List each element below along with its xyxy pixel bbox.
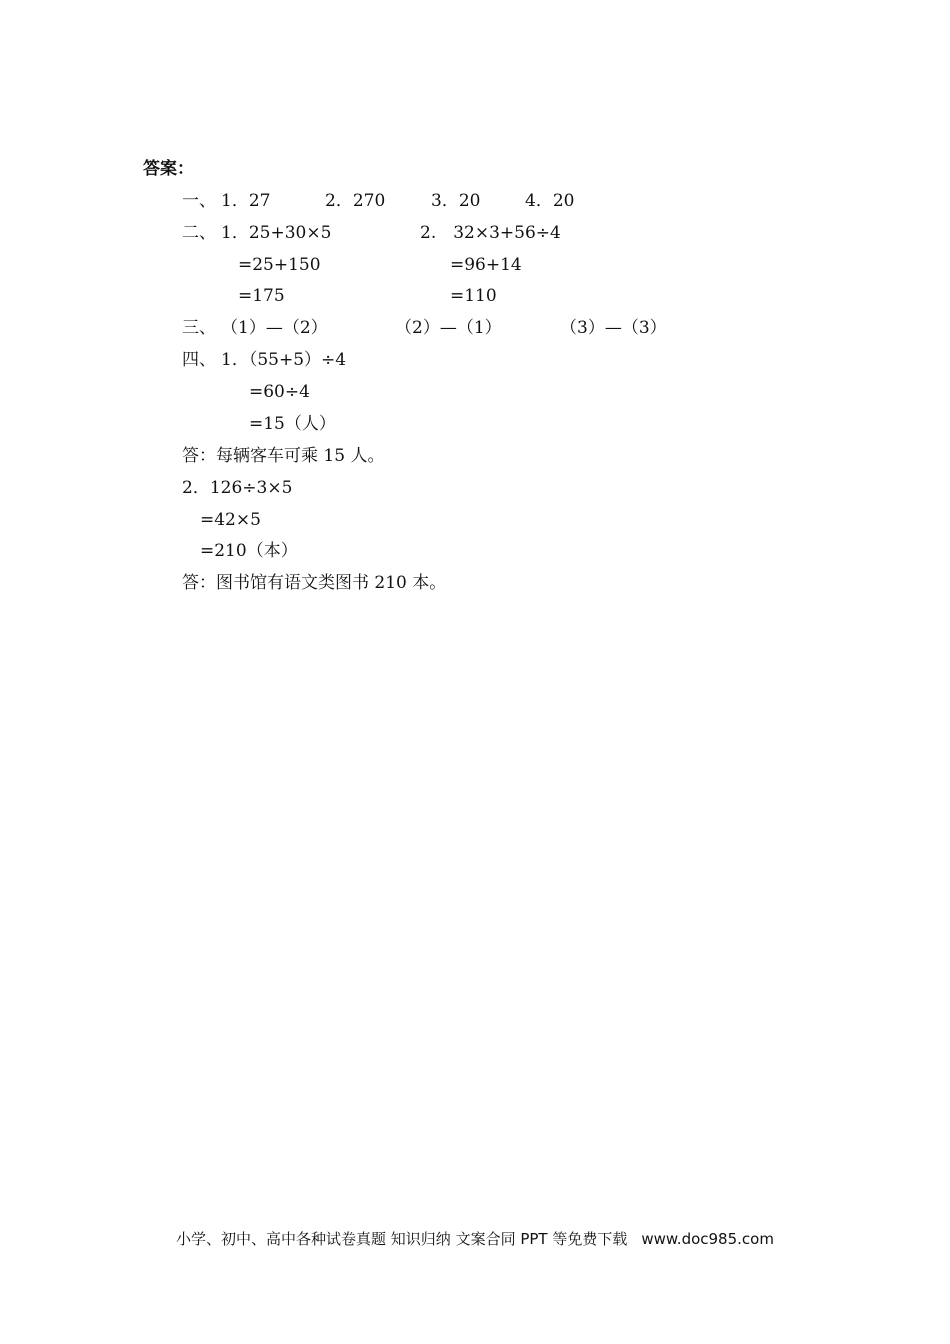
section2-q2-step2: =110 (450, 286, 497, 306)
section2-q2-step1: =96+14 (450, 255, 522, 275)
section3-label: 三、 (182, 318, 216, 338)
footer-url-link[interactable]: www.doc985.com (641, 1230, 774, 1248)
section4-q2-step1: =42×5 (200, 510, 261, 530)
answer-title: 答案： (143, 159, 194, 179)
section4-q1-step2: =15（人） (249, 414, 336, 434)
section2-q2-expr: 2. 32×3+56÷4 (420, 223, 561, 243)
section4-q1-expr: 1．（55+5）÷4 (221, 350, 347, 370)
section2-q1-step2: =175 (238, 286, 285, 306)
section3-item-2: （2）—（1） (395, 318, 502, 338)
section2-q1-expr: 1．25+30×5 (221, 223, 332, 243)
section1-item-2: 2．270 (325, 191, 386, 211)
section1-item-1: 1．27 (221, 191, 271, 211)
page-footer (0, 1228, 950, 1249)
section4-q1-answer: 答：每辆客车可乘 15 人。 (182, 446, 385, 466)
section1-item-4: 4．20 (525, 191, 575, 211)
section3-item-1: （1）—（2） (221, 318, 328, 338)
section4-q2-answer: 答：图书馆有语文类图书 210 本。 (182, 573, 447, 593)
section4-q1-step1: =60÷4 (249, 382, 310, 402)
section1-label: 一、 (182, 191, 216, 211)
section4-q2-step2: =210（本） (200, 541, 298, 561)
section4-q2-expr: 2．126÷3×5 (182, 478, 293, 498)
section2-q1-step1: =25+150 (238, 255, 321, 275)
section2-label: 二、 (182, 223, 216, 243)
section3-item-3: （3）—（3） (560, 318, 667, 338)
section1-item-3: 3．20 (431, 191, 481, 211)
section4-label: 四、 (182, 350, 216, 370)
footer-text: 小学、初中、高中各种试卷真题 知识归纳 文案合同 PPT 等免费下载 (176, 1230, 628, 1248)
